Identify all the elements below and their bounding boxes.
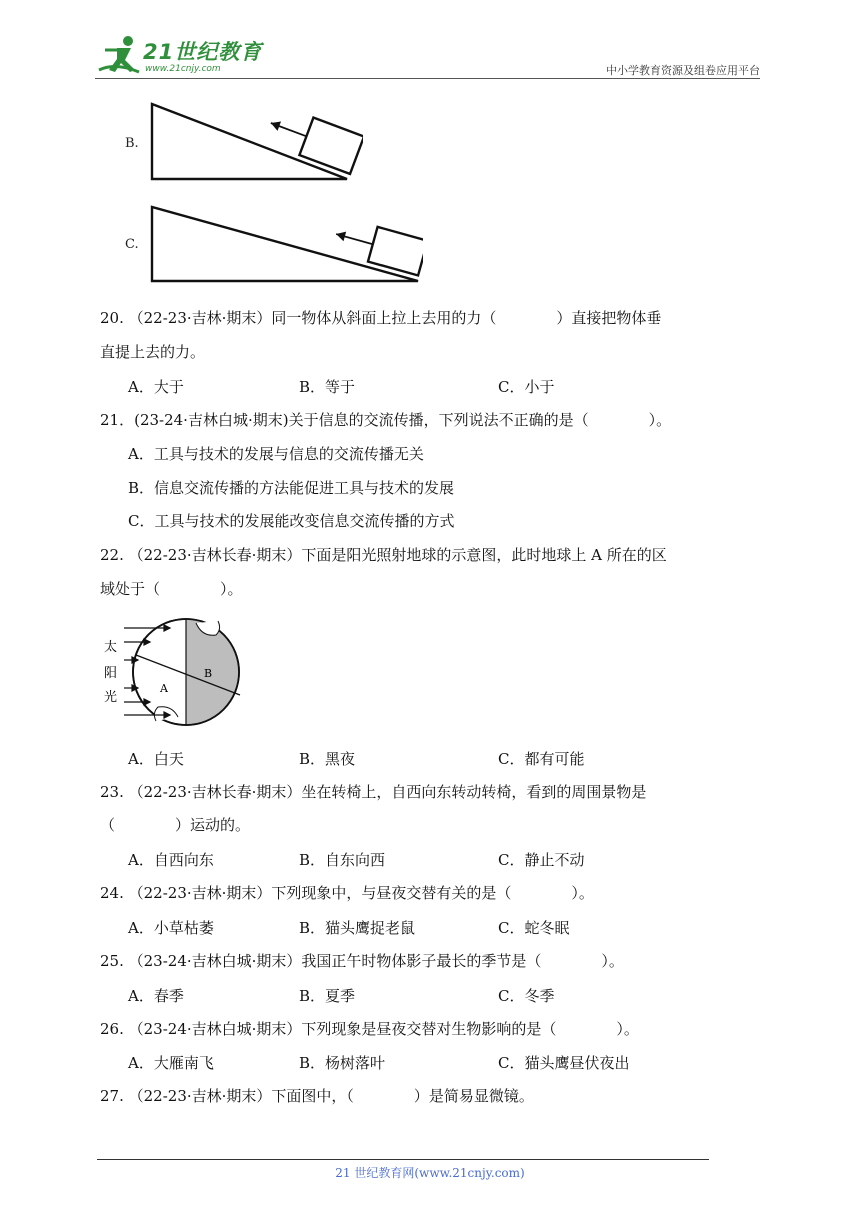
- option-b[interactable]: B．黑夜: [299, 750, 356, 768]
- question-24-options: [100, 917, 760, 937]
- header-divider: [95, 78, 760, 79]
- logo-url: www.21cnjy.com: [145, 64, 221, 74]
- option-c[interactable]: C．静止不动: [498, 851, 585, 869]
- question-27-line-1: 27. （22-23·吉林·期末）下面图中，（ ）是简易显微镜。: [100, 1087, 534, 1105]
- question-22-line-2: 域处于（ ）。: [100, 580, 243, 598]
- runner-logo-icon: [95, 32, 145, 78]
- earth-sunlight-figure: [98, 615, 248, 730]
- region-b-label: B: [204, 667, 213, 680]
- option-a[interactable]: A．工具与技术的发展与信息的交流传播无关: [128, 445, 424, 463]
- region-a-label: A: [160, 682, 168, 695]
- question-24-line-1: 24. （22-23·吉林·期末）下列现象中，与昼夜交替有关的是（ ）。: [100, 884, 594, 902]
- option-b[interactable]: B．等于: [299, 378, 356, 396]
- figure-c-label: C.: [125, 237, 139, 252]
- page-header: [95, 32, 760, 78]
- question-22-line-1: 22. （22-23·吉林长春·期末）下面是阳光照射地球的示意图，此时地球上 A 所在的区: [100, 546, 667, 564]
- option-b[interactable]: B．自东向西: [299, 851, 386, 869]
- question-23-line-2: （ ）运动的。: [100, 816, 251, 834]
- question-23-line-1: 23. （22-23·吉林长春·期末）坐在转椅上，自西向东转动转椅，看到的周围景物是: [100, 783, 647, 801]
- question-26-options: [100, 1052, 760, 1072]
- sun-label-3: 光: [104, 690, 118, 705]
- question-26-line-1: 26. （23-24·吉林白城·期末）下列现象是昼夜交替对生物影响的是（ ）。: [100, 1020, 639, 1038]
- option-c[interactable]: C．工具与技术的发展能改变信息交流传播的方式: [128, 512, 455, 530]
- question-22-options: [100, 748, 760, 768]
- option-c[interactable]: C．都有可能: [498, 750, 585, 768]
- option-c[interactable]: C．冬季: [498, 987, 555, 1005]
- option-c[interactable]: C．小于: [498, 378, 555, 396]
- option-b[interactable]: B．杨树落叶: [299, 1054, 386, 1072]
- logo-text: 21世纪教育: [143, 40, 263, 64]
- option-a[interactable]: A．自西向东: [128, 851, 214, 869]
- footer-text[interactable]: 21 世纪教育网(www.21cnjy.com): [335, 1166, 525, 1180]
- logo: [95, 32, 265, 78]
- incline-figure-c: [148, 203, 423, 285]
- question-23-options: [100, 849, 760, 869]
- option-b[interactable]: B．信息交流传播的方法能促进工具与技术的发展: [128, 479, 455, 497]
- question-25-line-1: 25. （23-24·吉林白城·期末）我国正午时物体影子最长的季节是（ ）。: [100, 952, 624, 970]
- question-20-line-2: 直提上去的力。: [100, 343, 206, 361]
- option-b[interactable]: B．猫头鹰捉老鼠: [299, 919, 416, 937]
- option-c[interactable]: C．蛇冬眠: [498, 919, 570, 937]
- incline-figure-b: [148, 100, 363, 184]
- platform-name: 中小学教育资源及组卷应用平台: [606, 64, 760, 77]
- question-20-options: [100, 376, 760, 396]
- footer-divider: [97, 1159, 709, 1160]
- sun-label-2: 阳: [104, 666, 118, 681]
- option-a[interactable]: A．大雁南飞: [128, 1054, 214, 1072]
- figure-b-label: B.: [125, 136, 139, 151]
- question-20-line-1: 20. （22-23·吉林·期末）同一物体从斜面上拉上去用的力（ ）直接把物体垂: [100, 309, 662, 327]
- option-a[interactable]: A．小草枯萎: [128, 919, 214, 937]
- option-a[interactable]: A．春季: [128, 987, 184, 1005]
- option-a[interactable]: A．白天: [128, 750, 184, 768]
- question-21-line-1: 21．(23-24·吉林白城·期末)关于信息的交流传播，下列说法不正确的是（ ）。: [100, 411, 672, 429]
- question-25-options: [100, 985, 760, 1005]
- option-a[interactable]: A．大于: [128, 378, 184, 396]
- option-c[interactable]: C．猫头鹰昼伏夜出: [498, 1054, 630, 1072]
- option-b[interactable]: B．夏季: [299, 987, 356, 1005]
- sun-label-1: 太: [104, 640, 118, 655]
